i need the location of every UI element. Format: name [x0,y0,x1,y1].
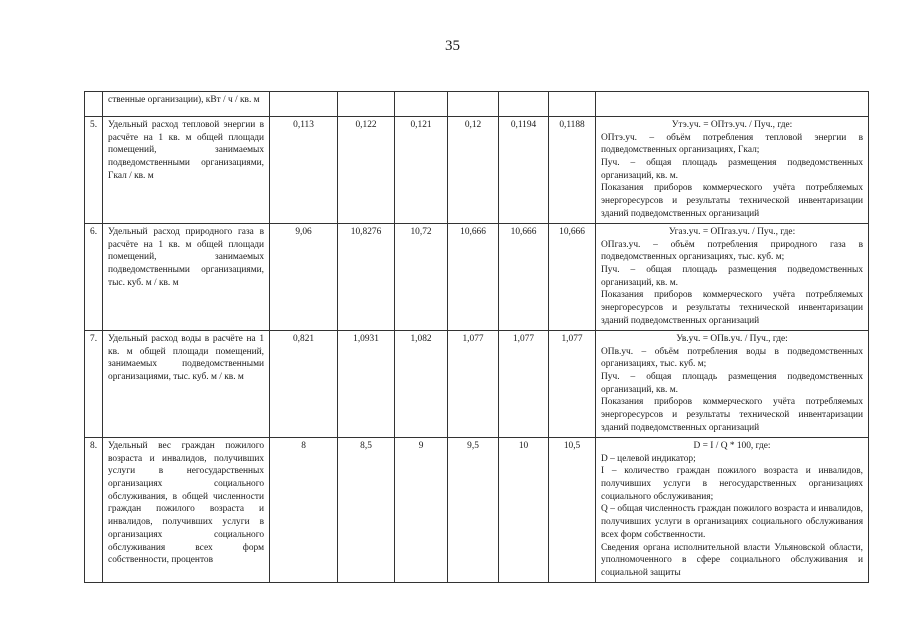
method-line: Показания приборов коммерческого учёта потребляемых энергоресурсов и результаты технической инвентаризации зданий подведомственных организаций [601,397,864,433]
value-cell: 0,12 [448,117,499,224]
value-cell: 0,122 [338,117,395,224]
cell-name: ственные организации), кВт / ч / кв. м [103,92,270,117]
table-row-continuation [85,92,869,117]
method-cell [596,117,869,224]
row-number: 8. [85,438,103,583]
method-cell [596,438,869,583]
value-cell: 1,082 [395,331,448,438]
method-line: Сведения органа исполнительной власти Ульяновской области, уполномоченного в сфере социального обслуживания и социальной защиты [601,542,864,578]
value-cell: 0,121 [395,117,448,224]
value-cell: 8 [270,438,338,583]
value-cell: 1,0931 [338,331,395,438]
value-cell: 10,8276 [338,224,395,331]
value-cell: 9,5 [448,438,499,583]
method-line: Пуч. – общая площадь размещения подведомственных организаций, кв. м. [601,158,864,181]
value-cell: 0,113 [270,117,338,224]
formula: Утэ.уч. = ОПтэ.уч. / Пуч., где: [671,120,793,130]
indicator-name: Удельный расход природного газа в расчёте на 1 кв. м общей площади помещений, занимаемых подведомственными организациями, тыс. куб. м / кв. м [103,224,270,331]
method-cell [596,224,869,331]
method-line: Показания приборов коммерческого учёта потребляемых энергоресурсов и результаты технической инвентаризации зданий подведомственных организаций [601,290,864,326]
value-cell: 1,077 [499,331,549,438]
formula: Ув.уч. = ОПв.уч. / Пуч., где: [676,334,788,344]
row-number: 5. [85,117,103,224]
method-line: Пуч. – общая площадь размещения подведомственных организаций, кв. м. [601,265,864,288]
value-cell: 8,5 [338,438,395,583]
value-cell: 10 [499,438,549,583]
page-number: 35 [445,38,460,54]
method-cell [596,331,869,438]
method-line: Показания приборов коммерческого учёта потребляемых энергоресурсов и результаты технической инвентаризации зданий подведомственных организаций [601,183,864,219]
value-cell: 10,666 [549,224,596,331]
value-cell: 10,666 [499,224,549,331]
row-number: 6. [85,224,103,331]
value-cell: 10,72 [395,224,448,331]
method-line: Q – общая численность граждан пожилого возраста и инвалидов, получивших услуги в организациях социального обслуживания всех форм собственности. [601,504,864,540]
method-line: D – целевой индикатор; [601,453,696,464]
method-line: Пуч. – общая площадь размещения подведомственных организаций, кв. м. [601,372,864,395]
value-cell: 0,1188 [549,117,596,224]
value-cell: 1,077 [448,331,499,438]
formula: Угаз.уч. = ОПгаз.уч. / Пуч., где: [668,227,796,237]
indicator-name: Удельный расход тепловой энергии в расчёте на 1 кв. м общей площади помещений, занимаемых подведомственными организациями, Гкал / кв. м [103,117,270,224]
table-row [85,331,869,438]
value-cell: 10,5 [549,438,596,583]
table-row [85,438,869,583]
value-cell: 0,1194 [499,117,549,224]
method-line: ОПтэ.уч. – объём потребления тепловой энергии в подведомственных организациях, Гкал; [601,132,864,156]
value-cell: 0,821 [270,331,338,438]
method-line: ОПв.уч. – объём потребления воды в подведомственных организациях, тыс. куб. м; [601,346,864,370]
indicators-table [84,91,869,583]
formula: D = I / Q * 100, где: [693,441,771,451]
value-cell: 1,077 [549,331,596,438]
indicator-name: Удельный вес граждан пожилого возраста и инвалидов, получивших услуги в негосударственных организациях социального обслуживания, в общей численности граждан пожилого возраста и инвалидов, получивших услуги в организациях социального обслуживания всех форм собственности, процентов [103,438,270,583]
value-cell: 9,06 [270,224,338,331]
method-line: I – количество граждан пожилого возраста и инвалидов, получивших услуги в негосударственных организациях социального обслуживания; [601,466,864,502]
cell-num [85,92,103,117]
value-cell: 9 [395,438,448,583]
row-number: 7. [85,331,103,438]
method-line: ОПгаз.уч. – объём потребления природного газа в подведомственных организациях, тыс. куб. м; [601,239,864,263]
indicator-name: Удельный расход воды в расчёте на 1 кв. м общей площади помещений, занимаемых подведомственными организациями, тыс. куб. м / кв. м [103,331,270,438]
value-cell: 10,666 [448,224,499,331]
table-row [85,224,869,331]
table-row [85,117,869,224]
